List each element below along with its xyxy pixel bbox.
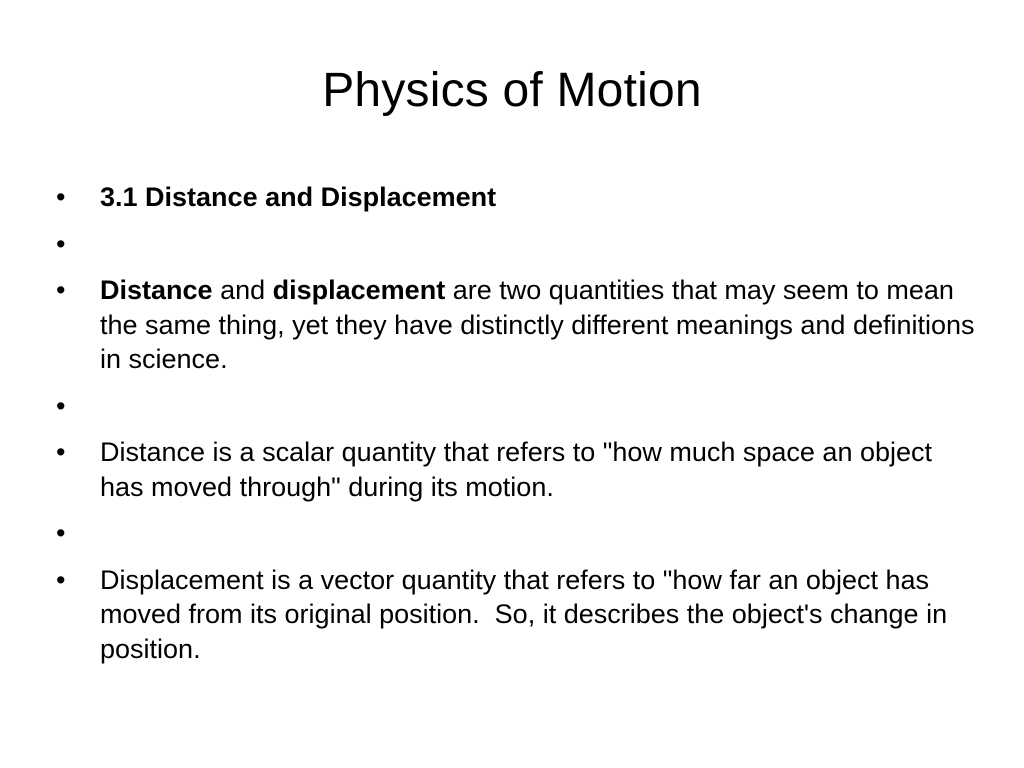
slide-title: Physics of Motion — [322, 64, 702, 117]
bullet-dot-icon: • — [56, 437, 66, 467]
bullet-item-distance — [56, 435, 976, 504]
bullet-text: Displacement is a vector quantity that refers to "how far an object has moved from its original position. So, it describes the object's change in position. — [100, 564, 955, 664]
bullet-text: Distance is a scalar quantity that refers to "how much space an object has moved through" during its motion. — [100, 437, 933, 502]
bullet-dot-icon: • — [56, 390, 66, 421]
term-displacement: displacement — [272, 275, 446, 305]
bullet-dot-icon: • — [56, 518, 66, 548]
bullet-dot-icon: • — [56, 228, 66, 259]
bullet-dot-icon: • — [56, 182, 66, 212]
bullet-item-displacement — [56, 563, 976, 667]
bullet-item-heading — [56, 180, 976, 215]
bullet-item-empty — [56, 516, 976, 551]
bullet-item-empty — [56, 389, 976, 424]
term-distance: Distance — [100, 275, 213, 305]
bullet-item-definition-intro — [56, 273, 976, 377]
section-heading: 3.1 Distance and Displacement — [100, 182, 497, 212]
bullet-text: are two quantities that may seem to mean the same thing, yet they have distinctly different meanings and definitions in science. — [100, 275, 975, 374]
bullet-list — [56, 180, 976, 678]
bullet-dot-icon: • — [56, 564, 66, 595]
bullet-dot-icon: • — [56, 275, 66, 305]
bullet-item-empty — [56, 227, 976, 262]
connector-text: and — [212, 275, 273, 305]
